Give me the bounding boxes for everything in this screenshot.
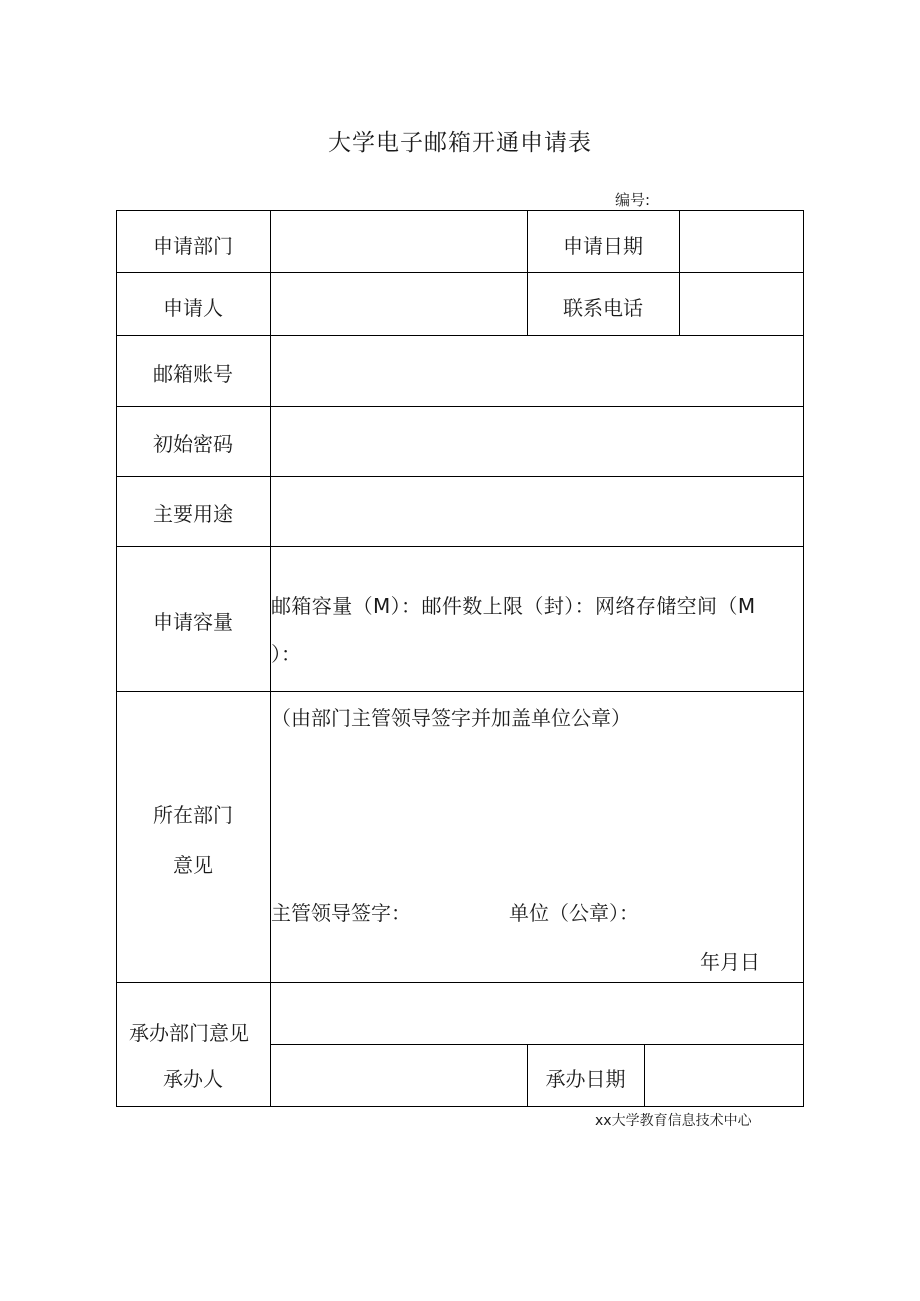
- field-applicant[interactable]: [271, 273, 527, 335]
- form-title: 大学电子邮箱开通申请表: [328, 130, 592, 156]
- unit-seal-label: 单位（公章）：: [509, 901, 639, 925]
- label-applicant: 申请人: [163, 296, 223, 320]
- field-handling-date[interactable]: [645, 1045, 803, 1106]
- dept-opinion-note: （由部门主管领导签字并加盖单位公章）: [271, 706, 631, 730]
- label-initial-password: 初始密码: [153, 432, 233, 456]
- field-main-use[interactable]: [271, 477, 803, 546]
- leader-signature-label: 主管领导签字：: [271, 901, 411, 925]
- label-capacity: 申请容量: [153, 610, 233, 634]
- serial-number-label: 编号:: [615, 191, 651, 209]
- label-handler: 承办人: [163, 1067, 223, 1091]
- field-apply-date[interactable]: [680, 211, 803, 272]
- table-border-left: [116, 210, 117, 1107]
- field-department[interactable]: [271, 211, 527, 272]
- field-handler[interactable]: [271, 1045, 527, 1106]
- field-phone[interactable]: [680, 273, 803, 335]
- capacity-detail-line1: 邮箱容量（M）：邮件数上限（封）：网络存储空间（M: [271, 594, 756, 618]
- field-initial-password[interactable]: [271, 407, 803, 476]
- label-main-use: 主要用途: [153, 502, 233, 526]
- label-dept-opinion-line2: 意见: [173, 853, 213, 877]
- field-email-account[interactable]: [271, 336, 803, 406]
- row-divider: [116, 691, 804, 692]
- label-handling-dept-opinion: 承办部门意见: [129, 1021, 249, 1045]
- table-border-right: [803, 210, 804, 1107]
- row-divider: [116, 546, 804, 547]
- label-email-account: 邮箱账号: [153, 362, 233, 386]
- table-border-bottom: [116, 1106, 804, 1107]
- capacity-detail-line2: ）：: [271, 642, 301, 666]
- date-ymd-label: 年月日: [700, 950, 760, 974]
- label-phone: 联系电话: [563, 296, 643, 320]
- label-dept-opinion-line1: 所在部门: [153, 803, 233, 827]
- footer-organization: xx大学教育信息技术中心: [595, 1113, 752, 1129]
- label-handling-date: 承办日期: [545, 1067, 626, 1091]
- label-department: 申请部门: [153, 234, 233, 258]
- label-apply-date: 申请日期: [563, 234, 643, 258]
- field-handling-dept-opinion[interactable]: [271, 983, 803, 1044]
